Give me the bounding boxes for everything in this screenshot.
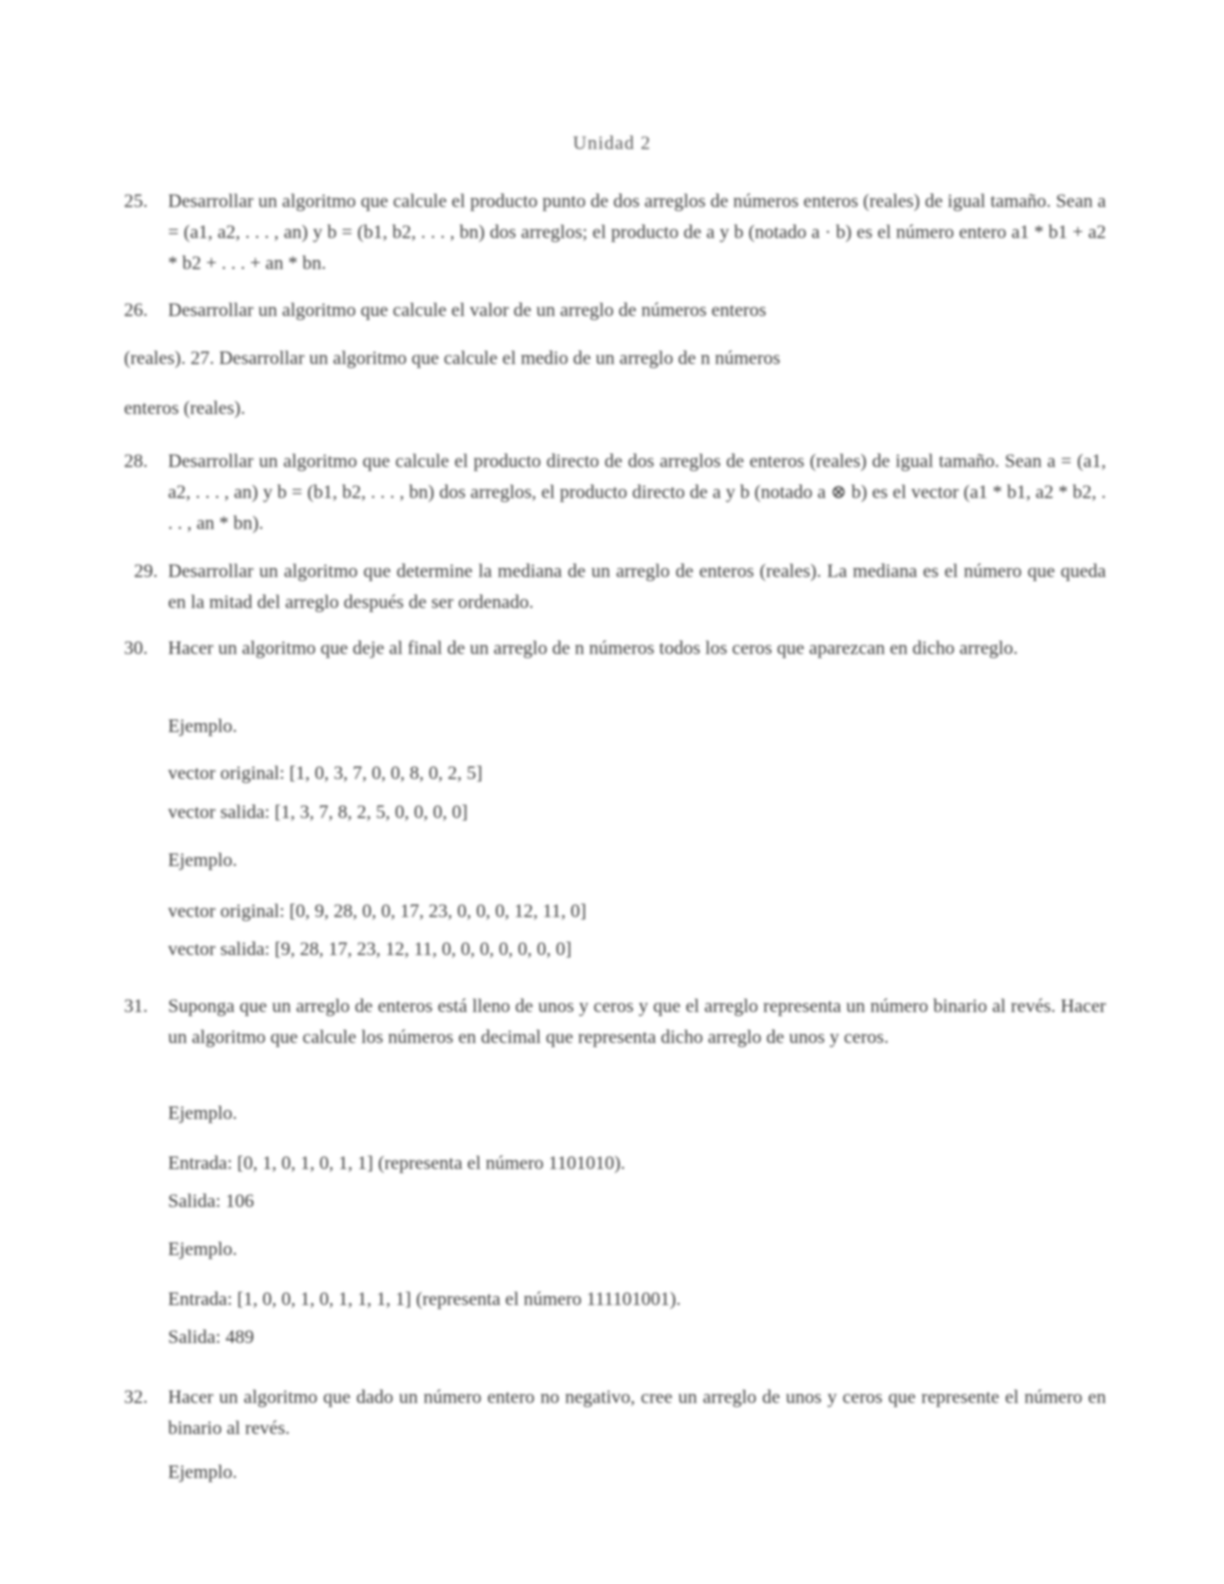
exercise-text: Hacer un algoritmo que dado un número entero no negativo, cree un arreglo de unos y ceros que represente el número en binario al revés. xyxy=(168,1387,1106,1439)
page-header: Unidad 2 xyxy=(572,133,652,154)
exercise-number: 31. xyxy=(124,996,148,1017)
example-input: Entrada: [0, 1, 0, 1, 0, 1, 1] (representa el número 1101010). xyxy=(168,1153,626,1174)
exercise-number: 32. xyxy=(124,1387,148,1408)
exercise-text: Desarrollar un algoritmo que calcule el producto punto de dos arreglos de números enteros (reales) de igual tamaño. Sean a = (a1, a2, . . . , an) y b = (b1, b2, . . . , bn) dos arreglos; el producto de a y b (notado a · b) es el número entero a1 * b1 + a2 * b2 + . . . + an * bn. xyxy=(168,191,1106,274)
example-input: Entrada: [1, 0, 0, 1, 0, 1, 1, 1, 1] (representa el número 111101001). xyxy=(168,1289,681,1310)
exercise-25 xyxy=(124,186,1106,279)
example-label: Ejemplo. xyxy=(168,850,238,871)
exercise-28 xyxy=(124,446,1106,539)
example-label: Ejemplo. xyxy=(168,1103,238,1124)
exercise-29 xyxy=(124,556,1106,618)
exercise-number: 29. xyxy=(134,561,158,582)
example-label: Ejemplo. xyxy=(168,1462,238,1483)
example-label: Ejemplo. xyxy=(168,1239,238,1260)
example-output-vector: vector salida: [1, 3, 7, 8, 2, 5, 0, 0, 0, 0] xyxy=(168,802,468,823)
exercise-text: Desarrollar un algoritmo que calcule el producto directo de dos arreglos de enteros (reales) de igual tamaño. Sean a = (a1, a2, . . . , an) y b = (b1, b2, . . . , bn) dos arreglos, el producto directo de a y b (notado a ⊗ b) es el vector (a1 * b1, a2 * b2, . . . , an * bn). xyxy=(168,451,1106,534)
example-original-vector: vector original: [0, 9, 28, 0, 0, 17, 23, 0, 0, 0, 12, 11, 0] xyxy=(168,901,587,922)
exercise-26 xyxy=(124,295,1106,326)
exercise-number: 30. xyxy=(124,638,148,659)
exercise-text: Desarrollar un algoritmo que calcule el valor de un arreglo de números enteros xyxy=(168,300,767,321)
example-output: Salida: 106 xyxy=(168,1191,255,1212)
exercise-32 xyxy=(124,1382,1106,1444)
exercise-number: 25. xyxy=(124,191,148,212)
exercise-text: Hacer un algoritmo que deje al final de un arreglo de n números todos los ceros que aparezcan en dicho arreglo. xyxy=(168,638,1018,659)
exercise-text: Desarrollar un algoritmo que determine la mediana de un arreglo de enteros (reales). La mediana es el número que queda en la mitad del arreglo después de ser ordenado. xyxy=(168,561,1106,613)
exercise-number: 26. xyxy=(124,300,148,321)
exercise-30 xyxy=(124,633,1106,664)
exercise-27-line: (reales). 27. Desarrollar un algoritmo que calcule el medio de un arreglo de n números xyxy=(124,348,781,369)
example-label: Ejemplo. xyxy=(168,716,238,737)
exercise-number: 28. xyxy=(124,451,148,472)
example-output-vector: vector salida: [9, 28, 17, 23, 12, 11, 0, 0, 0, 0, 0, 0, 0] xyxy=(168,939,572,960)
example-original-vector: vector original: [1, 0, 3, 7, 0, 0, 8, 0, 2, 5] xyxy=(168,763,483,784)
exercise-27-continuation: enteros (reales). xyxy=(124,398,246,419)
exercise-31 xyxy=(124,991,1106,1053)
exercise-text: Suponga que un arreglo de enteros está lleno de unos y ceros y que el arreglo representa un número binario al revés. Hacer un algoritmo que calcule los números en decimal que representa dicho arreglo de unos y ceros. xyxy=(168,996,1106,1048)
example-output: Salida: 489 xyxy=(168,1327,255,1348)
